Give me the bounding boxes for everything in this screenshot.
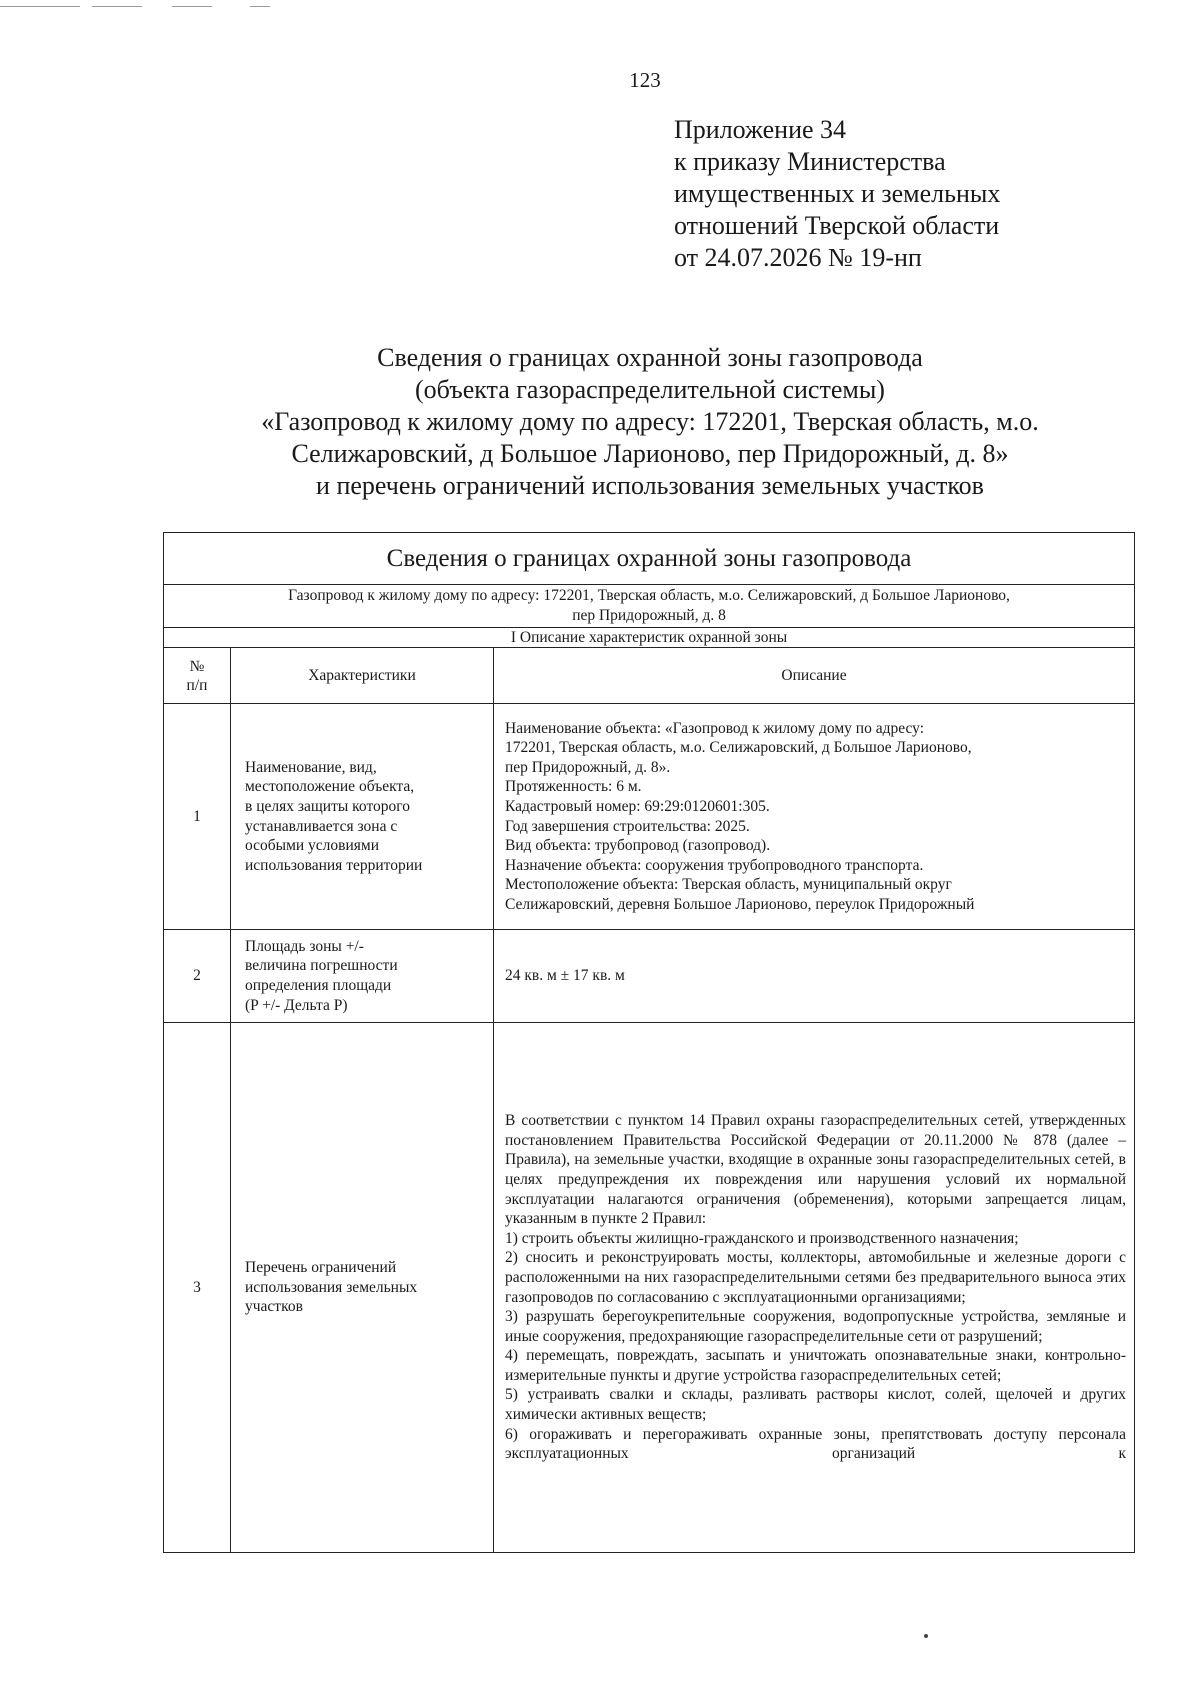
table-heading: Сведения о границах охранной зоны газопровода [164, 533, 1135, 585]
description-line: Местоположение объекта: Тверская область, муниципальный округ [505, 876, 952, 894]
title-line: Селижаровский, д Большое Ларионово, пер Придорожный, д. 8» [291, 439, 1009, 468]
description-line: Вид объекта: трубопровод (газопровод). [505, 837, 771, 855]
title-line: «Газопровод к жилому дому по адресу: 172201, Тверская область, м.о. [261, 407, 1039, 436]
appendix-line: к приказу Министерства [674, 147, 946, 176]
page-number: 123 [629, 68, 661, 92]
column-header-description: Описание [494, 648, 1135, 704]
characteristic-line: устанавливается зона с [245, 817, 398, 835]
characteristic-line: местоположение объекта, [245, 778, 415, 796]
title-line: Сведения о границах охранной зоны газопровода [377, 343, 923, 372]
appendix-block [674, 114, 1000, 274]
column-header-num [164, 648, 231, 704]
table-object-name [164, 585, 1135, 628]
title-line: и перечень ограничений использования земельных участков [316, 471, 984, 500]
characteristic-line: использования территории [245, 856, 423, 874]
row-description [494, 1023, 1135, 1553]
scan-artifact-line [92, 6, 142, 7]
characteristic-line: определения площади [245, 977, 392, 994]
characteristic-line: (P +/- Дельта P) [245, 996, 348, 1014]
scan-speck [924, 1634, 928, 1638]
row-characteristic [231, 930, 494, 1023]
column-header-num-line: № [189, 657, 205, 675]
row-characteristic [231, 704, 494, 930]
characteristic-line: Площадь зоны +/- [245, 937, 364, 955]
row-number: 2 [164, 930, 231, 1023]
row-characteristic [231, 1023, 494, 1553]
characteristic-line: Перечень ограничений [245, 1259, 397, 1277]
description-line: 24 кв. м ± 17 кв. м [505, 967, 625, 985]
scan-artifact-line [0, 6, 80, 7]
appendix-line: от 24.07.2026 № 19-нп [674, 243, 922, 272]
characteristic-line: величина погрешности [245, 957, 398, 975]
description-line: Протяженность: 6 м. [505, 778, 642, 796]
table-row [164, 930, 1135, 1023]
description-line: 172201, Тверская область, м.о. Селижаровский, д Большое Ларионово, [505, 739, 972, 757]
description-paragraph: В соответствии с пунктом 14 Правил охраны газораспределительных сетей, утвержденных постановлением Правительства Российской Федерации от 20.11.2000 № 878 (далее – Правила), на земельные участки, входящие в охранные зоны газораспределительных сетей, в целях предупреждения их повреждения или нарушения условий их нормальной эксплуатации налагаются ограничения (обременения), которыми запрещается лицам, указанным в пункте 2 Правил: [505, 1112, 1127, 1228]
row-number: 1 [164, 704, 231, 930]
characteristic-line: особыми условиями [245, 837, 380, 855]
table-row [164, 704, 1135, 930]
scan-artifact-line [172, 6, 212, 7]
object-line: пер Придорожный, д. 8 [572, 607, 726, 624]
appendix-line: Приложение 34 [674, 115, 847, 144]
characteristic-line: Наименование, вид, [245, 758, 377, 776]
row-description [494, 704, 1135, 930]
description-line: Назначение объекта: сооружения трубопроводного транспорта. [505, 856, 924, 874]
description-paragraph: 3) разрушать берегоукрепительные сооружения, водопропускные устройства, земляные и иные сооружения, предохраняющие газораспределительные сети от разрушений; [505, 1308, 1127, 1345]
description-line: Кадастровый номер: 69:29:0120601:305. [505, 797, 770, 815]
description-line: Год завершения строительства: 2025. [505, 817, 750, 835]
table-row [164, 1023, 1135, 1553]
description-paragraph: 6) огораживать и перегораживать охранные зоны, препятствовать доступу персонала эксплуатационных организаций к [505, 1425, 1127, 1463]
scan-artifact-line [250, 6, 270, 7]
description-line: Наименование объекта: «Газопровод к жилому дому по адресу: [505, 719, 925, 737]
protection-zone-table [163, 532, 1135, 1553]
characteristic-line: участков [245, 1298, 303, 1316]
document-title [150, 342, 1150, 502]
appendix-line: отношений Тверской области [674, 211, 1000, 240]
appendix-line: имущественных и земельных [674, 179, 1001, 208]
description-paragraph: 2) сносить и реконструировать мосты, коллекторы, автомобильные и железные дороги с расположенными на них газораспределительными сетями без предварительного выноса этих газопроводов по согласованию с эксплуатационными организациями; [505, 1249, 1127, 1306]
description-paragraph: 5) устраивать свалки и склады, разливать растворы кислот, солей, щелочей и других химически активных веществ; [505, 1386, 1127, 1424]
row-number: 3 [164, 1023, 231, 1553]
title-line: (объекта газораспределительной системы) [415, 375, 885, 404]
object-line: Газопровод к жилому дому по адресу: 172201, Тверская область, м.о. Селижаровский, д Большое Ларионово, [288, 587, 1010, 604]
characteristic-line: в целях защиты которого [245, 797, 410, 815]
section-title: I Описание характеристик охранной зоны [164, 628, 1135, 648]
characteristic-line: использования земельных [245, 1278, 418, 1296]
column-header-characteristics: Характеристики [231, 648, 494, 704]
row-description [494, 930, 1135, 1023]
description-paragraph: 4) перемещать, повреждать, засыпать и уничтожать опознавательные знаки, контрольно-измерительные пункты и другие устройства газораспределительных сетей; [505, 1347, 1127, 1384]
description-line: Селижаровский, деревня Большое Ларионово, переулок Придорожный [505, 895, 975, 913]
column-header-num-line: п/п [186, 676, 208, 694]
description-paragraph: 1) строить объекты жилищно-гражданского и производственного назначения; [505, 1229, 1019, 1247]
description-line: пер Придорожный, д. 8». [505, 758, 671, 776]
